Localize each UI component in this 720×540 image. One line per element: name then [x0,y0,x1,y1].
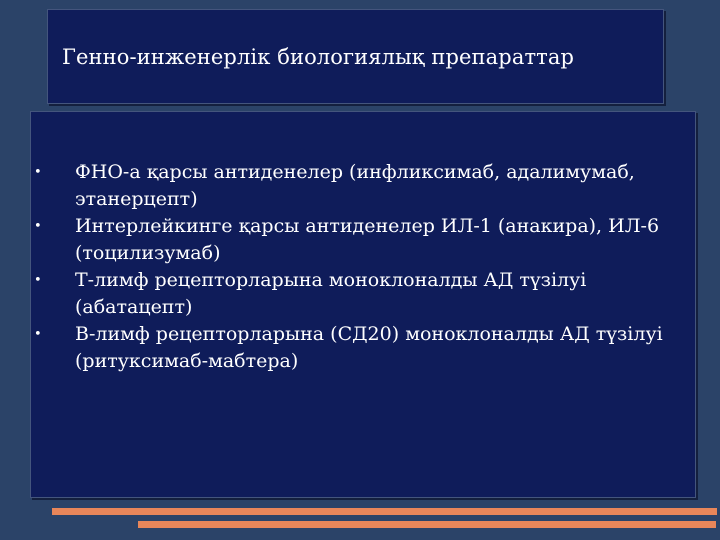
bullet-list [31,159,671,375]
slide-title: Генно-инженерлік биологиялық препараттар [62,45,575,69]
content-panel [30,111,696,498]
decorative-accent-bar [52,508,717,515]
bullet-text: В-лимф рецепторларына (СД20) моноклоналды АД түзілуі (ритуксимаб-мабтера) [75,323,663,372]
bullet-icon: • [34,327,42,342]
bullet-item [31,213,671,267]
bullet-text: Т-лимф рецепторларына моноклоналды АД түзілуі (абатацепт) [75,269,587,318]
bullet-text: ФНО-а қарсы антиденелер (инфликсимаб, адалимумаб, этанерцепт) [75,161,635,210]
title-panel [47,9,664,104]
bullet-text: Интерлейкинге қарсы антиденелер ИЛ-1 (анакира), ИЛ-6 (тоцилизумаб) [75,215,660,264]
decorative-accent-bar [138,521,716,528]
bullet-icon: • [34,273,42,288]
bullet-icon: • [34,219,42,234]
bullet-icon: • [34,165,42,180]
bullet-item [31,267,671,321]
bullet-item [31,159,671,213]
bullet-item [31,321,671,375]
